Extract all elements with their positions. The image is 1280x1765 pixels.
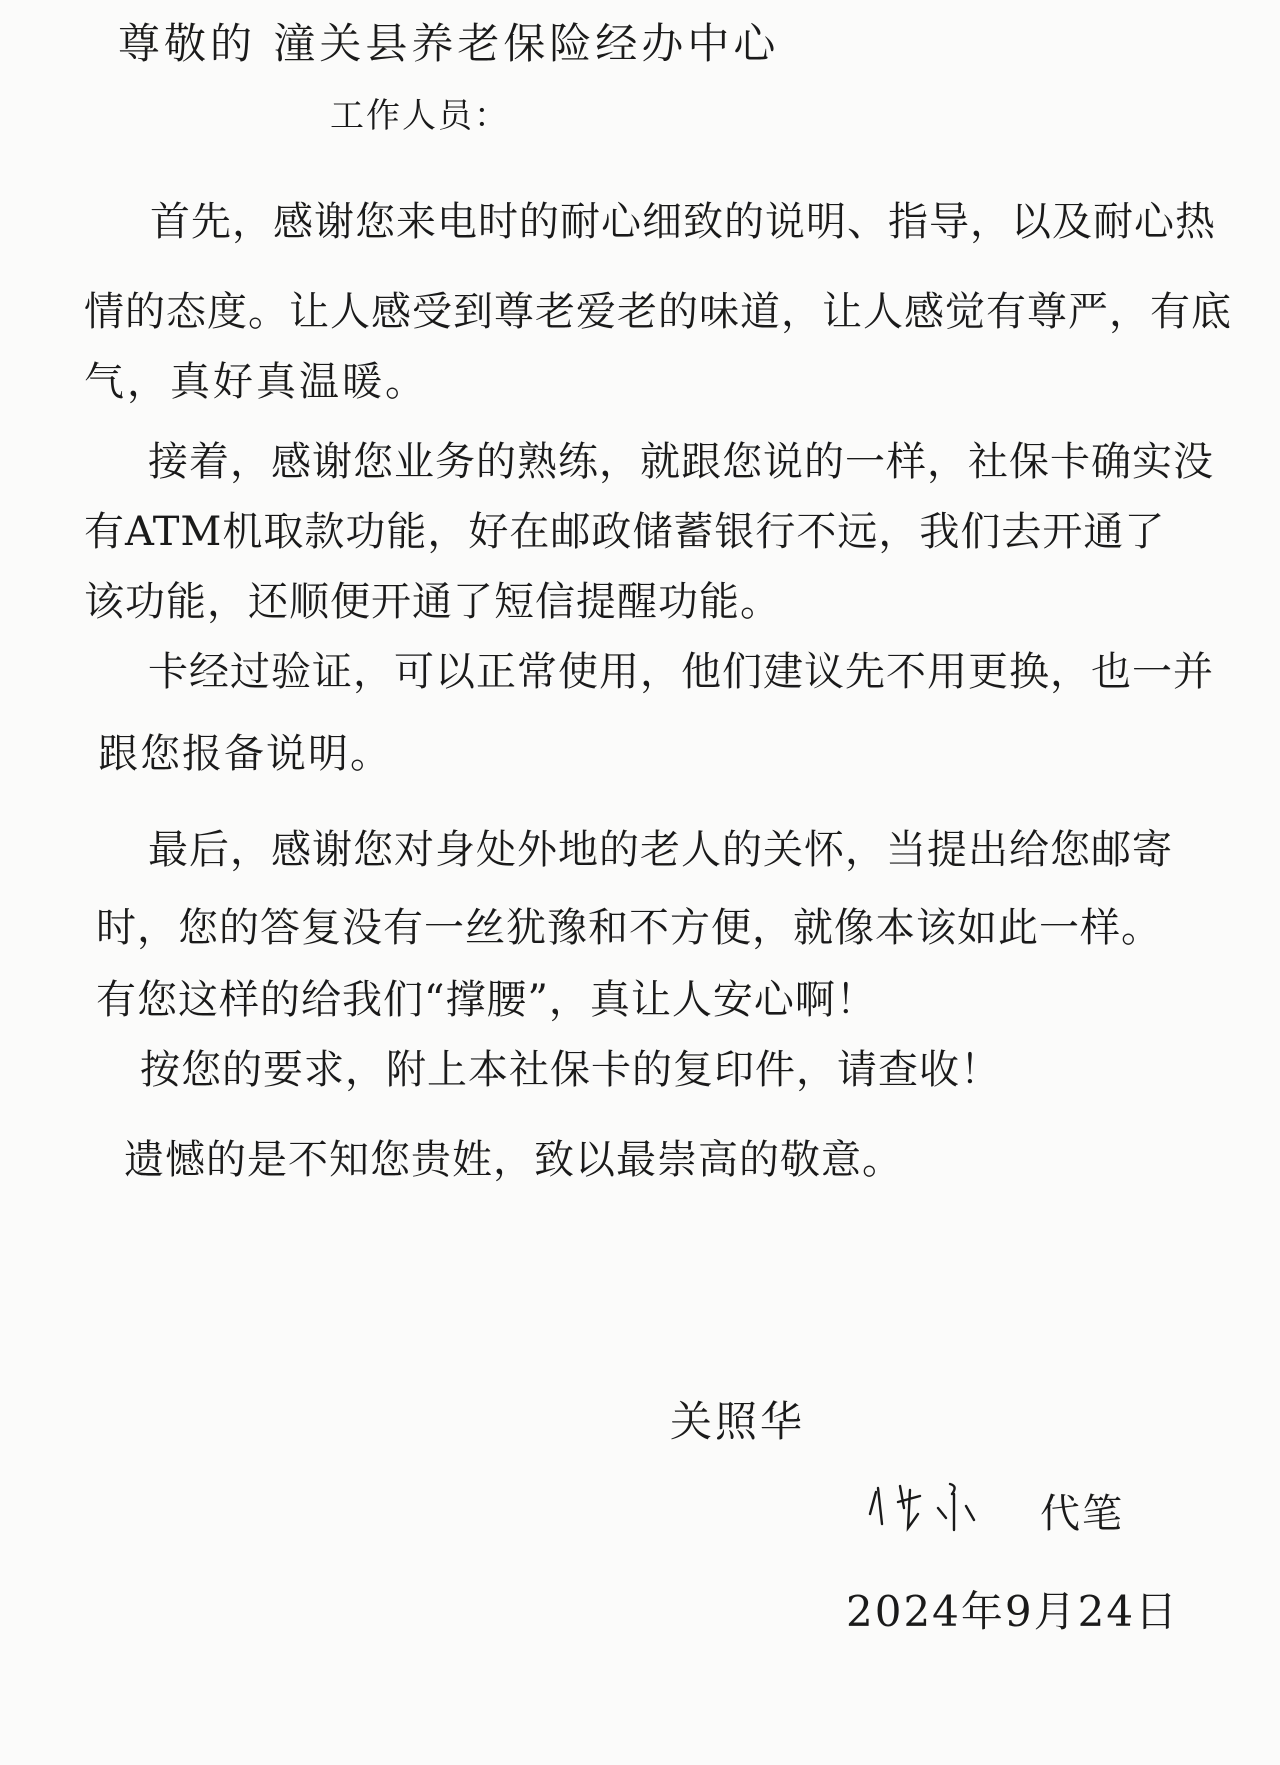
- salutation-recipient: 工作人员：: [330, 96, 510, 136]
- paragraph-1-line-3: 气，真好真温暖。: [84, 359, 428, 405]
- paragraph-4-line-3: 有您这样的给我们“撑腰”，真让人安心啊！: [96, 977, 877, 1023]
- paragraph-4-line-1: 最后，感谢您对身处外地的老人的关怀，当提出给您邮寄: [148, 827, 1173, 873]
- paragraph-3-line-1: 卡经过验证，可以正常使用，他们建议先不用更换，也一并: [148, 649, 1214, 695]
- signature-name: 关照华: [670, 1397, 806, 1446]
- paragraph-1-line-2: 情的态度。让人感受到尊老爱老的味道，让人感觉有尊严，有底: [84, 289, 1232, 335]
- paragraph-1-line-1: 首先，感谢您来电时的耐心细致的说明、指导，以及耐心热: [150, 199, 1216, 245]
- signature-proxy: 代笔: [1040, 1491, 1124, 1537]
- paragraph-5: 按您的要求，附上本社保卡的复印件，请查收！: [140, 1047, 1001, 1093]
- salutation: 尊敬的 潼关县养老保险经办中心: [118, 19, 780, 68]
- paragraph-2-line-2: 有ATM机取款功能，好在邮政储蓄银行不远，我们去开通了: [84, 509, 1166, 555]
- paragraph-4-line-2: 时，您的答复没有一丝犹豫和不方便，就像本该如此一样。: [96, 905, 1162, 951]
- handwritten-signature: [868, 1474, 1008, 1544]
- signature-scribble: [868, 1474, 1008, 1544]
- paragraph-2-line-3: 该功能，还顺便开通了短信提醒功能。: [84, 579, 781, 625]
- paragraph-6: 遗憾的是不知您贵姓，致以最崇高的敬意。: [124, 1137, 903, 1183]
- paragraph-3-line-2: 跟您报备说明。: [98, 731, 392, 777]
- paragraph-2-line-1: 接着，感谢您业务的熟练，就跟您说的一样，社保卡确实没: [148, 439, 1214, 485]
- letter-date: 2024年9月24日: [846, 1587, 1180, 1636]
